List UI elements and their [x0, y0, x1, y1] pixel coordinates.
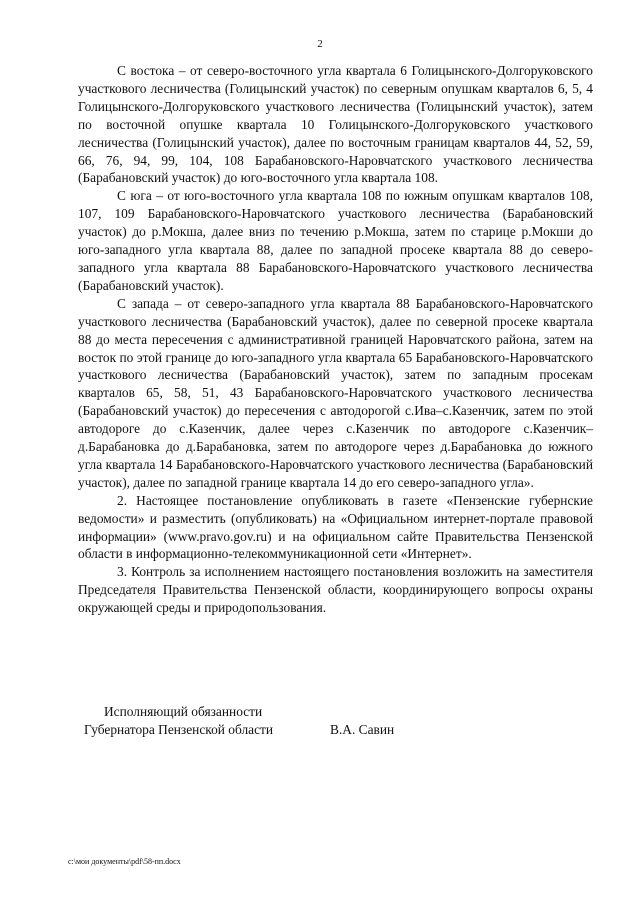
document-body	[78, 62, 593, 617]
paragraph-control-clause: 3. Контроль за исполнением настоящего постановления возложить на заместителя Председателя Правительства Пензенской области, координирующего вопросы охраны окружающей среды и природопользования.	[78, 564, 593, 616]
paragraph-south-boundary: С юга – от юго-восточного угла квартала 108 по южным опушкам кварталов 108, 107, 109 Барабановского-Наровчатского участкового лесничества (Барабановский участок) до р.Мокша, далее вниз по течению р.Мокша, затем по старице р.Мокши до юго-западного угла квартала 88, далее по западной просеке квартала 88 до северо-западного угла квартала 88 Барабановского-Наровчатского участкового лесничества (Барабановский участок).	[78, 188, 593, 293]
paragraph-east-boundary: С востока – от северо-восточного угла квартала 6 Голицынского-Долгоруковского участкового лесничества (Голицынский участок) по северным опушкам кварталов 6, 5, 4 Голицынского-Долгоруковского участкового лесничества (Голицынский участок), затем по восточной опушке квартала 10 Голицынского-Долгоруковского участкового лесничества (Голицынский участок), далее по восточным границам кварталов 44, 52, 59, 66, 76, 94, 99, 104, 108 Барабановского-Наровчатского участкового лесничества (Барабановский участок) до юго-восточного угла квартала 108.	[78, 63, 593, 186]
footer-file-path: c:\мои документы\pdf\58-пп.docx	[68, 857, 181, 866]
page-number: 2	[317, 38, 323, 50]
signatory-position-line1: Исполняющий обязанности	[104, 704, 263, 719]
paragraph-west-boundary: С запада – от северо-западного угла квартала 88 Барабановского-Наровчатского участкового лесничества (Барабановский участок), далее по северной просеке квартала 88 до места пересечения с административной границей Наровчатского района, затем на восток по этой границе до юго-западного угла квартала 65 Барабановского-Наровчатского участкового лесничества (Барабановский участок), затем по западным просекам кварталов 65, 58, 51, 43 Барабановского-Наровчатского участкового лесничества (Барабановский участок) до пересечения с автодорогой с.Ива–с.Казенчик, затем по этой автодороге до с.Казенчик, далее через с.Казенчик по автодороге с.Казенчик–д.Барабановка до д.Барабановка, затем по автодороге через д.Барабановка до южного угла квартала 14 Барабановского-Наровчатского участкового лесничества (Барабановский участок), далее по западной границе квартала 14 до его северо-западного угла».	[78, 295, 593, 490]
signatory-name: В.А. Савин	[330, 722, 395, 737]
paragraph-publication-clause: 2. Настоящее постановление опубликовать в газете «Пензенские губернские ведомости» и разместить (опубликовать) на «Официальном интернет-портале правовой информации» (www.pravo.gov.ru) и на официальном сайте Правительства Пензенской области в информационно-телекоммуникационной сети «Интернет».	[78, 492, 593, 562]
signatory-position-line2: Губернатора Пензенской области	[84, 722, 274, 737]
